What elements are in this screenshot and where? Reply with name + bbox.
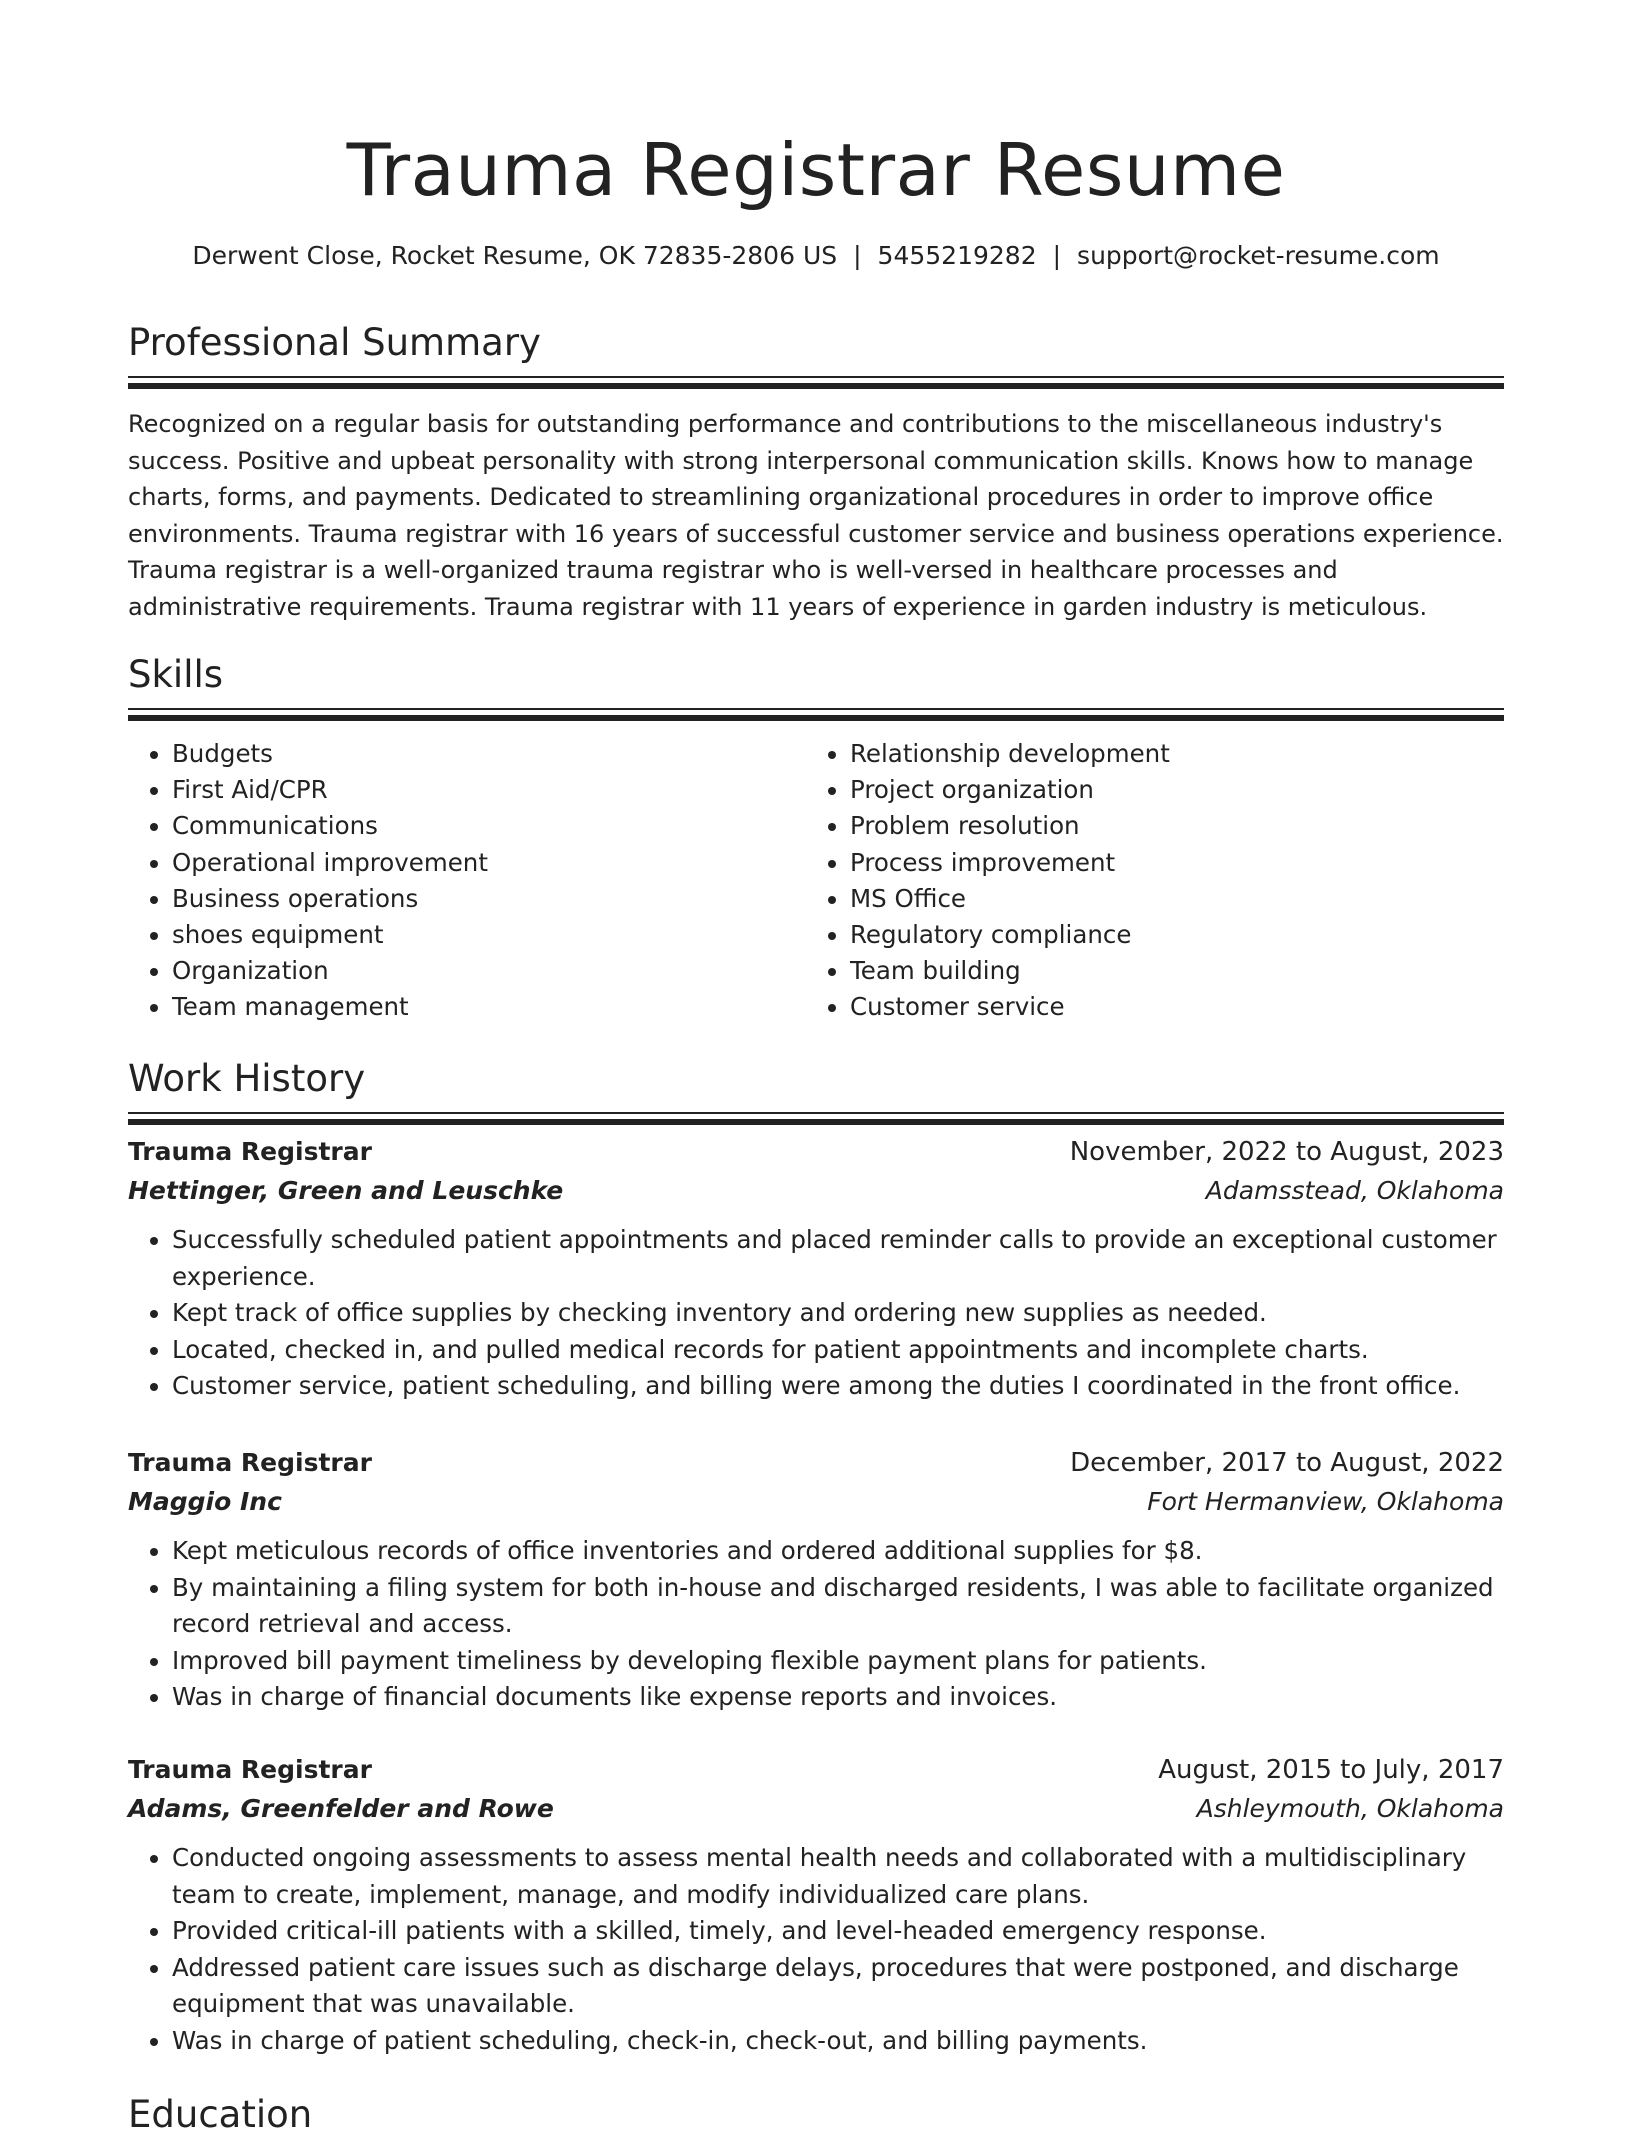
job-company: Adams, Greenfelder and Rowe <box>128 1793 554 1823</box>
job-bullet: • Was in charge of patient scheduling, check-in, check-out, and billing payments. <box>172 2023 1504 2060</box>
skills-section <box>128 650 1504 1026</box>
job-bullet: • Conducted ongoing assessments to assess mental health needs and collaborated with a multidisciplinary team to create, implement, manage, and modify individualized care plans. <box>172 1840 1504 1913</box>
job-bullet: • Provided critical-ill patients with a skilled, timely, and level-headed emergency response. <box>172 1913 1504 1950</box>
skill-item: • Process improvement <box>850 845 1484 881</box>
skill-item: • Regulatory compliance <box>850 917 1484 953</box>
job-bullets <box>128 1533 1504 1716</box>
summary-heading: Professional Summary <box>128 321 541 364</box>
job-entry <box>128 1132 1504 1405</box>
job-bullet: • By maintaining a filing system for both in-house and discharged residents, I was able to facilitate organized record retrieval and access. <box>172 1570 1504 1643</box>
job-dates: December, 2017 to August, 2022 <box>1070 1447 1504 1478</box>
skills-list-right <box>806 736 1484 1026</box>
skill-item: • MS Office <box>850 881 1484 917</box>
job-bullet: • Addressed patient care issues such as discharge delays, procedures that were postponed, and discharge equipment that was unavailable. <box>172 1950 1504 2023</box>
job-location: Ashleymouth, Oklahoma <box>1196 1793 1504 1823</box>
job-company: Maggio Inc <box>128 1486 282 1516</box>
job-entry <box>128 1443 1504 1716</box>
work-history-heading: Work History <box>128 1057 366 1100</box>
skill-item: • Team building <box>850 953 1484 989</box>
job-bullet: • Improved bill payment timeliness by developing flexible payment plans for patients. <box>172 1643 1504 1680</box>
section-divider <box>128 708 1504 710</box>
section-divider <box>128 376 1504 378</box>
job-entry <box>128 1750 1504 2060</box>
job-bullet: • Kept meticulous records of office inventories and ordered additional supplies for $8. <box>172 1533 1504 1570</box>
resume-title: Trauma Registrar Resume <box>346 128 1286 212</box>
skill-item: • Operational improvement <box>172 845 806 881</box>
contact-address: Derwent Close, Rocket Resume, OK 72835-2806 US <box>192 241 838 270</box>
section-divider <box>128 1112 1504 1114</box>
job-dates: August, 2015 to July, 2017 <box>1158 1754 1504 1785</box>
skills-columns <box>128 736 1504 1026</box>
job-title: Trauma Registrar <box>128 1137 372 1166</box>
contact-separator: | <box>1052 241 1062 270</box>
job-bullet: • Kept track of office supplies by checking inventory and ordering new supplies as needed. <box>172 1295 1504 1332</box>
skill-item: • shoes equipment <box>172 917 806 953</box>
contact-email: support@rocket-resume.com <box>1077 241 1440 270</box>
job-bullets <box>128 1222 1504 1405</box>
job-bullet: • Located, checked in, and pulled medical records for patient appointments and incomplete charts. <box>172 1332 1504 1369</box>
summary-section <box>128 318 1504 625</box>
skill-item: • Organization <box>172 953 806 989</box>
skills-heading: Skills <box>128 653 224 696</box>
contact-phone: 5455219282 <box>877 241 1037 270</box>
job-title: Trauma Registrar <box>128 1447 372 1477</box>
skill-item: • Business operations <box>172 881 806 917</box>
work-history-section <box>128 1054 1504 2060</box>
skill-item: • Team management <box>172 989 806 1025</box>
skill-item: • Communications <box>172 808 806 844</box>
job-location: Fort Hermanview, Oklahoma <box>1147 1486 1504 1516</box>
job-bullet: • Customer service, patient scheduling, and billing were among the duties I coordinated in the front office. <box>172 1368 1504 1405</box>
skill-item: • Budgets <box>172 736 806 772</box>
skill-item: • Project organization <box>850 772 1484 808</box>
job-bullet: • Successfully scheduled patient appointments and placed reminder calls to provide an exceptional customer experience. <box>172 1222 1504 1295</box>
skills-list-left <box>128 736 806 1026</box>
job-bullet: • Was in charge of financial documents like expense reports and invoices. <box>172 1679 1504 1716</box>
summary-text: Recognized on a regular basis for outstanding performance and contributions to the miscellaneous industry's success. Positive and upbeat personality with strong interpersonal communication skills. Knows how to manage charts, forms, and payments. Dedicated to streamlining organizational procedures in order to improve office environments. Trauma registrar with 16 years of successful customer service and business operations experience. Trauma registrar is a well-organized trauma registrar who is well-versed in healthcare processes and administrative requirements. Trauma registrar with 11 years of experience in garden industry is meticulous. <box>128 410 1504 621</box>
job-bullets <box>128 1840 1504 2060</box>
skill-item: • Problem resolution <box>850 808 1484 844</box>
contact-separator: | <box>853 241 862 270</box>
skill-item: • Relationship development <box>850 736 1484 772</box>
job-title: Trauma Registrar <box>128 1754 372 1784</box>
contact-line <box>128 236 1504 276</box>
skill-item: • First Aid/CPR <box>172 772 806 808</box>
skill-item: • Customer service <box>850 989 1484 1025</box>
job-dates: November, 2022 to August, 2023 <box>1069 1137 1504 1167</box>
job-location: Adamsstead, Oklahoma <box>1205 1176 1504 1205</box>
education-heading: Education <box>128 2093 313 2136</box>
job-company: Hettinger, Green and Leuschke <box>128 1176 564 1205</box>
